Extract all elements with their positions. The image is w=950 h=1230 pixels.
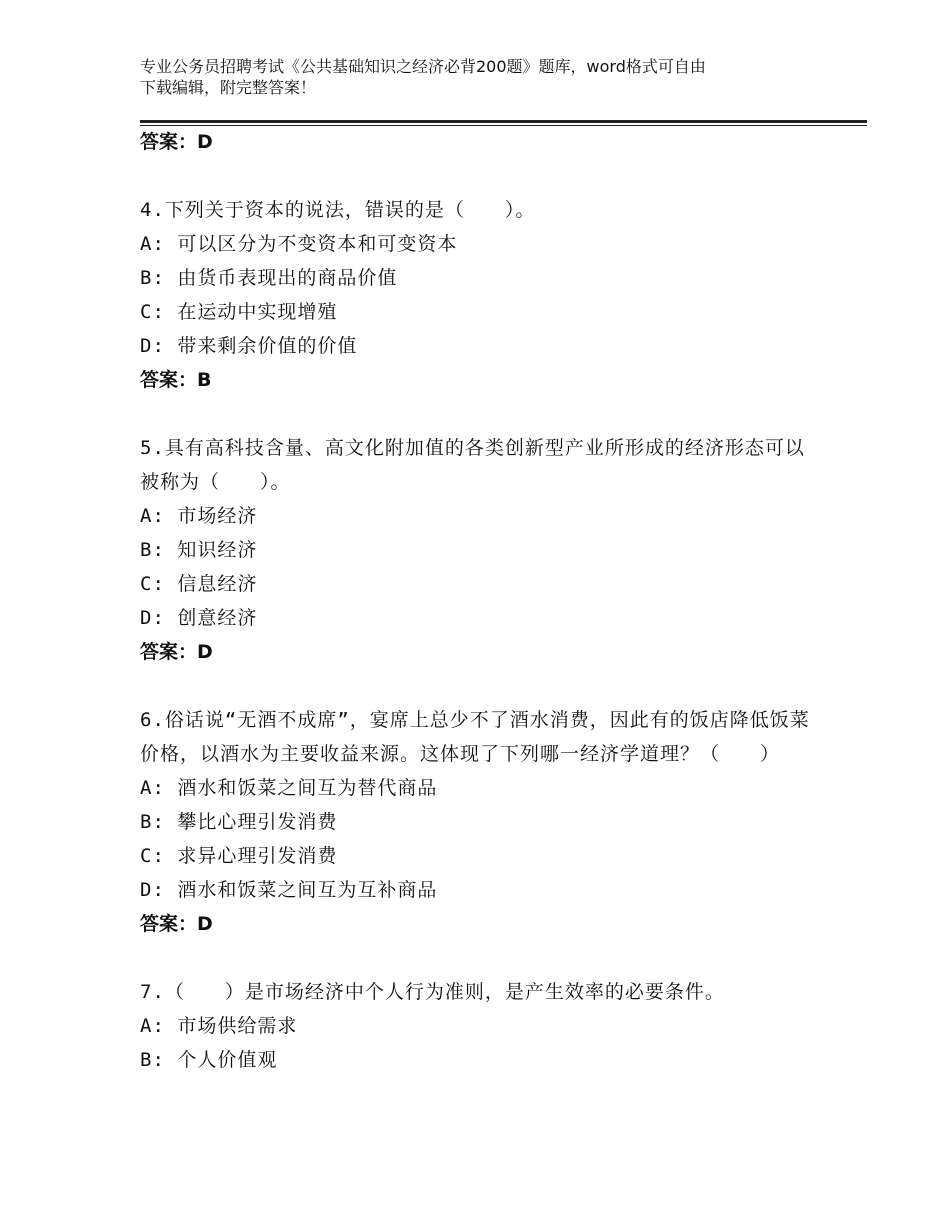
answer-line: 答案：B bbox=[140, 369, 212, 391]
question-stem: 6.俗话说“无酒不成席”，宴席上总少不了酒水消费，因此有的饭店降低饭菜价格，以酒水为主要收益来源。这体现了下列哪一经济学道理？（ ） bbox=[140, 709, 810, 765]
spacer bbox=[140, 941, 810, 975]
option-c: C: 在运动中实现增殖 bbox=[140, 301, 338, 323]
option-b: B: 个人价值观 bbox=[140, 1049, 278, 1071]
option-b: B: 知识经济 bbox=[140, 539, 258, 561]
option-a: A: 市场供给需求 bbox=[140, 1015, 298, 1037]
question-block bbox=[140, 431, 810, 669]
option-c: C: 求异心理引发消费 bbox=[140, 845, 338, 867]
document-body bbox=[140, 125, 810, 1077]
option-a: A: 可以区分为不变资本和可变资本 bbox=[140, 233, 458, 255]
option-c: C: 信息经济 bbox=[140, 573, 258, 595]
option-d: D: 创意经济 bbox=[140, 607, 258, 629]
spacer bbox=[140, 159, 810, 193]
question-stem: 7.（ ）是市场经济中个人行为准则，是产生效率的必要条件。 bbox=[140, 981, 725, 1003]
answer-line: 答案：D bbox=[140, 641, 213, 663]
option-b: B: 攀比心理引发消费 bbox=[140, 811, 338, 833]
option-a: A: 市场经济 bbox=[140, 505, 258, 527]
option-b: B: 由货币表现出的商品价值 bbox=[140, 267, 398, 289]
question-stem: 4.下列关于资本的说法，错误的是（ ）。 bbox=[140, 199, 536, 221]
question-block bbox=[140, 975, 810, 1077]
header-line-2: 下载编辑，附完整答案！ bbox=[140, 78, 317, 97]
spacer bbox=[140, 669, 810, 703]
question-block bbox=[140, 193, 810, 397]
answer-line: 答案：D bbox=[140, 131, 213, 153]
option-a: A: 酒水和饭菜之间互为替代商品 bbox=[140, 777, 438, 799]
header-rule-thick bbox=[140, 120, 867, 123]
document-header bbox=[140, 56, 820, 98]
answer-line: 答案：D bbox=[140, 913, 213, 935]
question-stem: 5.具有高科技含量、高文化附加值的各类创新型产业所形成的经济形态可以被称为（ ）。 bbox=[140, 437, 805, 493]
option-d: D: 酒水和饭菜之间互为互补商品 bbox=[140, 879, 438, 901]
option-d: D: 带来剩余价值的价值 bbox=[140, 335, 358, 357]
header-line-1: 专业公务员招聘考试《公共基础知识之经济必背200题》题库，word格式可自由 bbox=[140, 57, 706, 76]
spacer bbox=[140, 397, 810, 431]
question-block bbox=[140, 703, 810, 941]
